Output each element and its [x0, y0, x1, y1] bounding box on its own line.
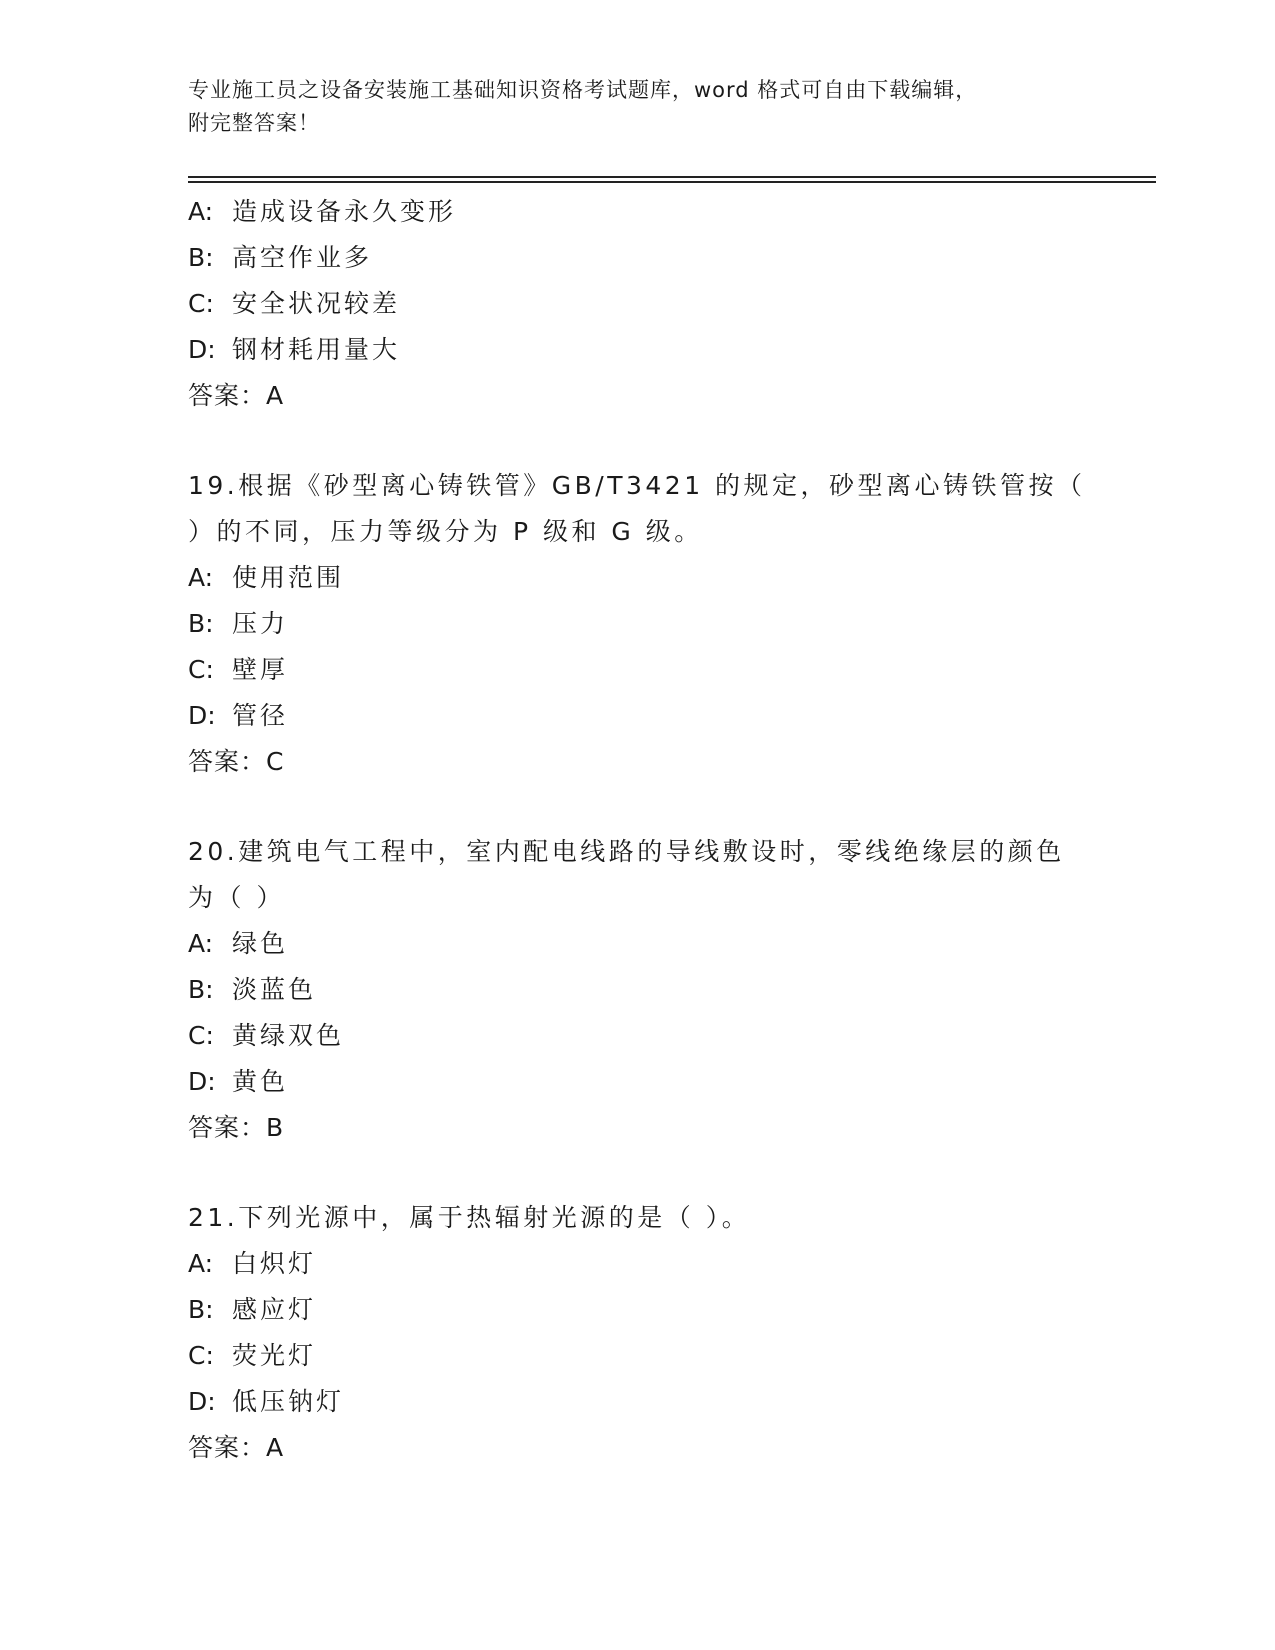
option-letter: B:	[188, 1295, 214, 1324]
option-c	[188, 1013, 1088, 1059]
option-text: 壁厚	[232, 655, 289, 684]
question-text-line-2: 为（ ）	[188, 883, 285, 912]
option-text: 荧光灯	[232, 1341, 317, 1370]
option-a	[188, 189, 1088, 235]
option-b	[188, 967, 1088, 1013]
answer-label: 答案：	[188, 1113, 267, 1142]
option-letter: A:	[188, 929, 214, 958]
option-a	[188, 555, 1088, 601]
answer-label: 答案：	[188, 1433, 267, 1462]
block-spacer	[188, 785, 1088, 829]
option-text: 感应灯	[232, 1295, 317, 1324]
question-block-21	[188, 1195, 1088, 1471]
answer-line	[188, 373, 1088, 419]
option-letter: C:	[188, 1341, 214, 1370]
header-line-1: 专业施工员之设备安装施工基础知识资格考试题库，word 格式可自由下载编辑，	[188, 78, 978, 102]
option-text: 安全状况较差	[232, 289, 401, 318]
answer-value: A	[266, 381, 284, 410]
option-b	[188, 601, 1088, 647]
option-text: 压力	[232, 609, 289, 638]
option-letter: C:	[188, 1021, 214, 1050]
option-letter: B:	[188, 243, 214, 272]
block-spacer	[188, 1151, 1088, 1195]
answer-line	[188, 739, 1088, 785]
question-block-18	[188, 189, 1088, 419]
option-c	[188, 281, 1088, 327]
option-text: 造成设备永久变形	[232, 197, 457, 226]
question-block-20	[188, 829, 1088, 1151]
option-text: 高空作业多	[232, 243, 373, 272]
option-text: 淡蓝色	[232, 975, 317, 1004]
option-letter: D:	[188, 1067, 216, 1096]
block-spacer	[188, 419, 1088, 463]
option-letter: A:	[188, 197, 214, 226]
option-letter: A:	[188, 563, 214, 592]
question-text-line-1: 20.建筑电气工程中，室内配电线路的导线敷设时，零线绝缘层的颜色	[188, 837, 1065, 866]
option-text: 低压钠灯	[232, 1387, 345, 1416]
option-text: 使用范围	[232, 563, 345, 592]
question-text-line-1: 19.根据《砂型离心铸铁管》GB/T3421 的规定，砂型离心铸铁管按（	[188, 471, 1086, 500]
answer-line	[188, 1425, 1088, 1471]
option-c	[188, 647, 1088, 693]
option-text: 白炽灯	[232, 1249, 317, 1278]
header-divider-top	[188, 176, 1156, 178]
option-d	[188, 1379, 1088, 1425]
header-line-2: 附完整答案！	[188, 111, 320, 135]
option-a	[188, 1241, 1088, 1287]
option-d	[188, 1059, 1088, 1105]
option-letter: C:	[188, 289, 214, 318]
option-letter: A:	[188, 1249, 214, 1278]
option-text: 黄色	[232, 1067, 289, 1096]
option-text: 管径	[232, 701, 289, 730]
question-list	[188, 189, 1088, 1471]
answer-line	[188, 1105, 1088, 1151]
answer-label: 答案：	[188, 747, 267, 776]
question-text-line-2: ）的不同，压力等级分为 P 级和 G 级。	[188, 517, 703, 546]
option-letter: D:	[188, 335, 216, 364]
answer-value: A	[266, 1433, 284, 1462]
answer-value: C	[266, 747, 284, 776]
option-letter: D:	[188, 1387, 216, 1416]
header-divider-bottom	[188, 181, 1156, 183]
option-b	[188, 1287, 1088, 1333]
option-text: 钢材耗用量大	[232, 335, 401, 364]
option-text: 黄绿双色	[232, 1021, 345, 1050]
answer-value: B	[266, 1113, 284, 1142]
option-a	[188, 921, 1088, 967]
answer-label: 答案：	[188, 381, 267, 410]
option-d	[188, 693, 1088, 739]
option-letter: B:	[188, 975, 214, 1004]
question-text-line-1: 21.下列光源中，属于热辐射光源的是（ ）。	[188, 1203, 751, 1232]
option-letter: D:	[188, 701, 216, 730]
document-header	[188, 74, 1088, 140]
option-text: 绿色	[232, 929, 289, 958]
option-letter: B:	[188, 609, 214, 638]
option-c	[188, 1333, 1088, 1379]
option-letter: C:	[188, 655, 214, 684]
option-b	[188, 235, 1088, 281]
question-block-19	[188, 463, 1088, 785]
option-d	[188, 327, 1088, 373]
